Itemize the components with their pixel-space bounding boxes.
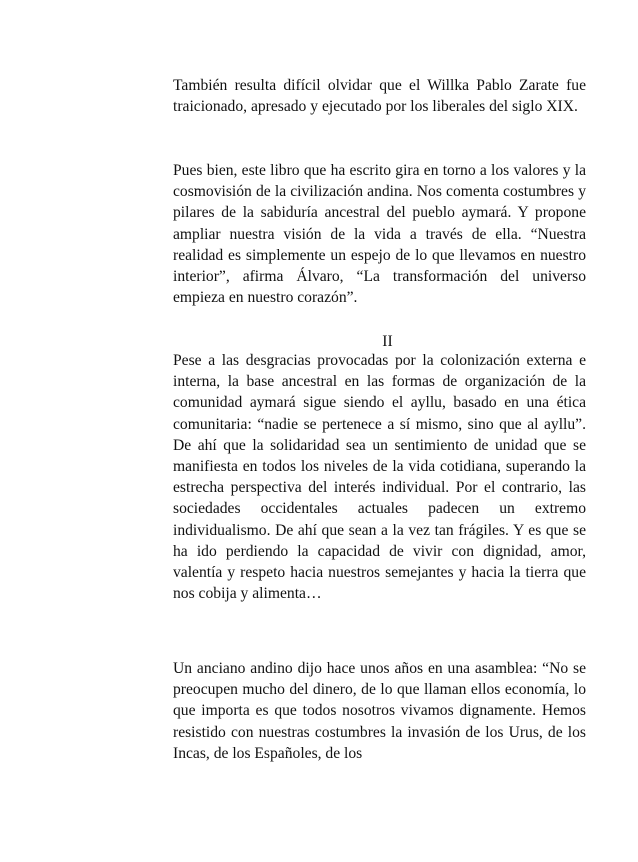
paragraph-book-summary: Pues bien, este libro que ha escrito gira en torno a los valores y la cosmovisión de la civilización andina. Nos comenta costumbres y pilares de la sabiduría ancestral del pueblo aymará. Y propone ampliar nuestra visión de la vida a través de ella. “Nuestra realidad es simplemente un espejo de lo que llevamos en nuestro interior”, afirma Álvaro, “La transformación del universo empieza en nuestro corazón”. — [173, 162, 586, 307]
section-heading: II — [382, 333, 393, 350]
paragraph-ayllu: Pese a las desgracias provocadas por la colonización externa e interna, la base ancestral en las formas de organización de la comunidad aymará sigue siendo el ayllu, basado en una ética comunitaria: “nadie se pertenece a sí mismo, sino que al ayllu”. De ahí que la solidaridad sea un sentimiento de unidad que se manifiesta en todos los niveles de la vida cotidiana, superando la estrecha perspectiva del interés individual. Por el contrario, las sociedades occidentales actuales padecen un extremo individualismo. De ahí que sean a la vez tan frágiles. Y es que se ha ido perdiendo la capacidad de vivir con dignidad, amor, valentía y respeto hacia nuestros semejantes y hacia la tierra que nos cobija y alimenta… — [173, 352, 586, 603]
paragraph-pablo-zarate: También resulta difícil olvidar que el Willka Pablo Zarate fue traicionado, apresado y ejecutado por los liberales del siglo XIX. — [173, 77, 586, 116]
paragraph-andean-elder: Un anciano andino dijo hace unos años en una asamblea: “No se preocupen mucho del dinero, de lo que llaman ellos economía, lo que importa es que todos nosotros vivamos dignamente. Hemos resistido con nuestras costumbres la invasión de los Urus, de los Incas, de los Españoles, de los — [173, 660, 586, 762]
